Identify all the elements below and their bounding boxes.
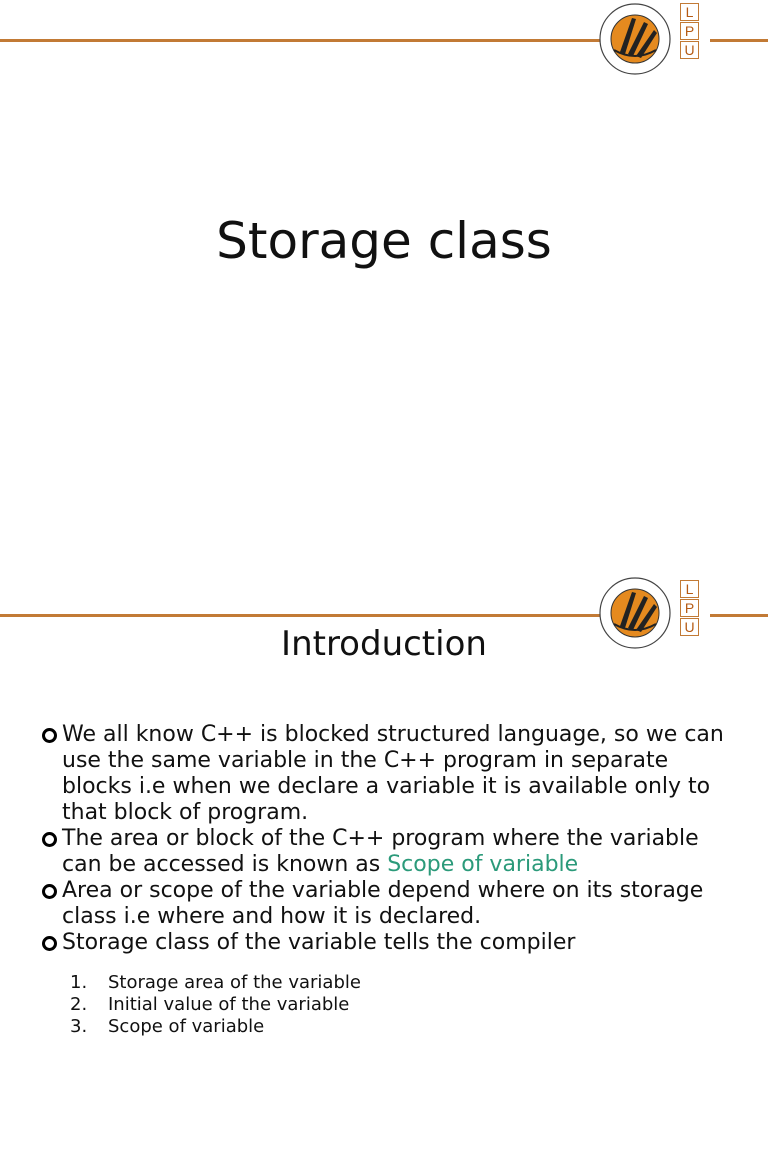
lpu-letters	[680, 3, 701, 60]
slide-heading: Introduction	[281, 624, 487, 664]
item-text: Scope of variable	[108, 1016, 265, 1037]
logo-letter-l: L	[680, 580, 699, 598]
scope-highlight: Scope of variable	[387, 852, 579, 877]
item-number: 3.	[70, 1016, 88, 1037]
header-rule-left	[0, 614, 600, 617]
logo-letter-p: P	[680, 599, 699, 617]
numbered-item	[70, 1016, 361, 1038]
bullet-item	[40, 722, 740, 826]
bullet-text: Area or scope of the variable depend where on its storage class i.e where and how it is declared.	[62, 878, 704, 929]
circle-bullet-icon	[42, 728, 57, 743]
item-text: Initial value of the variable	[108, 994, 350, 1015]
logo-letter-u: U	[680, 618, 699, 636]
item-number: 1.	[70, 972, 88, 993]
bullet-item	[40, 878, 740, 930]
numbered-item	[70, 972, 361, 994]
header-rule-left	[0, 39, 600, 42]
bullet-text: We all know C++ is blocked structured language, so we can use the same variable in the C++ program in separate blocks i.e when we declare a variable it is available only to that block of program.	[62, 722, 724, 825]
circle-bullet-icon	[42, 936, 57, 951]
numbered-item	[70, 994, 361, 1016]
header-rule-right	[710, 39, 768, 42]
circle-bullet-icon	[42, 832, 57, 847]
circle-bullet-icon	[42, 884, 57, 899]
bullet-text: Storage class of the variable tells the compiler	[62, 930, 576, 955]
slide-2	[0, 576, 768, 1152]
header-rule-right	[710, 614, 768, 617]
logo-letter-l: L	[680, 3, 699, 21]
numbered-list	[70, 972, 361, 1038]
bullet-item	[40, 826, 740, 878]
slide-title: Storage class	[216, 212, 552, 270]
logo-letter-p: P	[680, 22, 699, 40]
university-seal-icon	[598, 2, 672, 76]
bullet-item	[40, 930, 740, 956]
logo-letter-u: U	[680, 41, 699, 59]
bullet-list	[40, 722, 740, 956]
bullet-text: The area or block of the C++ program where the variable can be accessed is known as	[62, 826, 699, 877]
item-number: 2.	[70, 994, 88, 1015]
item-text: Storage area of the variable	[108, 972, 361, 993]
